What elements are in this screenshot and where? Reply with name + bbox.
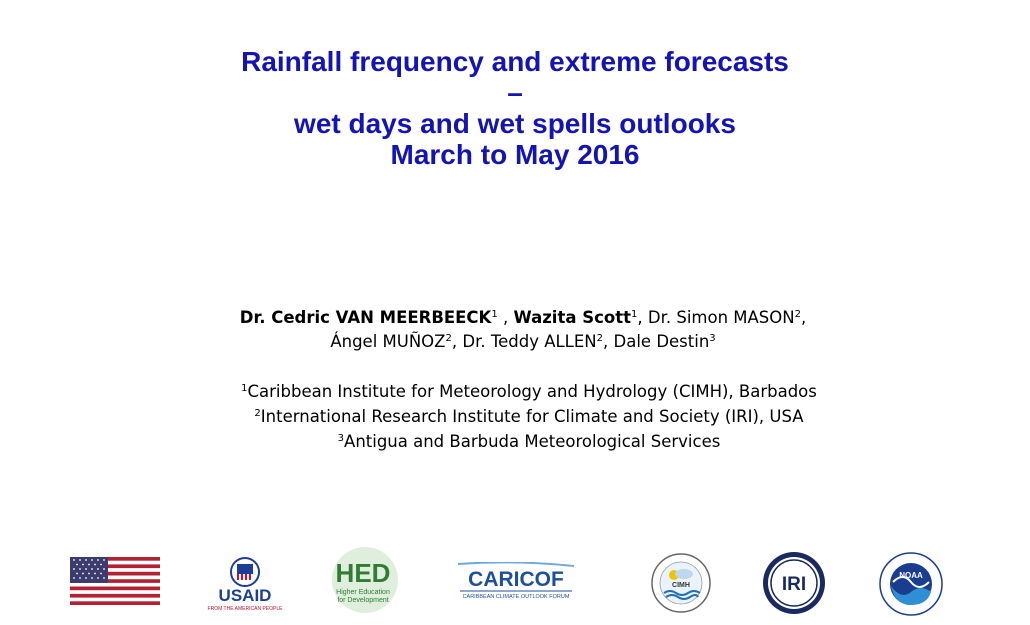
author-list <box>0 306 1030 354</box>
title-line-4: March to May 2016 <box>390 139 640 170</box>
hed-subtext-1: Higher Education <box>336 589 390 596</box>
noaa-text: NOAA <box>899 571 923 580</box>
author-affil-mark: 1 <box>491 309 498 320</box>
hed-text: HED <box>335 558 391 588</box>
affiliation-text: Antigua and Barbuda Meteorological Services <box>344 432 721 451</box>
usaid-logo <box>206 556 284 614</box>
affiliation-mark: 3 <box>337 433 345 444</box>
cimh-text: CIMH <box>672 582 690 589</box>
affiliation-mark: 2 <box>254 408 261 419</box>
author-name: Dr. Teddy ALLEN <box>462 332 597 351</box>
caricof-subtext: CARIBBEAN CLIMATE OUTLOOK FORUM <box>462 594 570 600</box>
iri-logo <box>762 551 826 615</box>
author-affil-mark: 1 <box>631 309 638 320</box>
cimh-logo <box>650 552 712 614</box>
noaa-logo <box>879 552 943 616</box>
author-name: Dale Destin <box>613 332 710 351</box>
affiliation-mark: 1 <box>241 383 248 394</box>
affiliation-item <box>0 404 1030 429</box>
caricof-logo <box>456 562 576 602</box>
slide-title <box>0 46 1030 170</box>
author-affil-mark: 2 <box>794 309 801 320</box>
iri-text: IRI <box>781 574 807 595</box>
affiliation-text: International Research Institute for Climate and Society (IRI), USA <box>260 407 804 426</box>
author-name: Ángel MUÑOZ <box>330 332 446 351</box>
affiliation-list <box>0 379 1030 454</box>
affiliation-item <box>0 379 1030 404</box>
author-affil-mark: 2 <box>596 333 604 344</box>
title-line-1: Rainfall frequency and extreme forecasts <box>241 46 789 77</box>
caricof-text: CARICOF <box>468 568 564 591</box>
title-line-2: – <box>507 77 523 108</box>
author-affil-mark: 3 <box>709 333 716 344</box>
author-line-2: Ángel MUÑOZ$^2$, Dr. Teddy ALLEN$^2$, Dale Destin$^3$ <box>330 332 716 351</box>
usaid-text: USAID <box>218 586 272 605</box>
hed-logo <box>325 546 399 618</box>
author-affil-mark: 2 <box>445 333 452 344</box>
us-flag-logo <box>70 557 160 605</box>
title-line-3: wet days and wet spells outlooks <box>294 108 736 139</box>
author-name: Wazita Scott <box>513 308 631 327</box>
hed-subtext-2: for Development <box>337 597 389 604</box>
affiliation-text: Caribbean Institute for Meteorology and Hydrology (CIMH), Barbados <box>247 382 817 401</box>
author-name: Dr. Simon MASON <box>647 308 795 327</box>
usaid-subtext: FROM THE AMERICAN PEOPLE <box>207 606 283 612</box>
affiliation-item <box>0 429 1030 454</box>
author-name: Dr. Cedric VAN MEERBEECK <box>239 308 492 327</box>
author-line-1: Dr. Cedric VAN MEERBEECK$^1$ , Wazita Scott$^1$, Dr. Simon MASON$^2$, <box>239 308 807 327</box>
